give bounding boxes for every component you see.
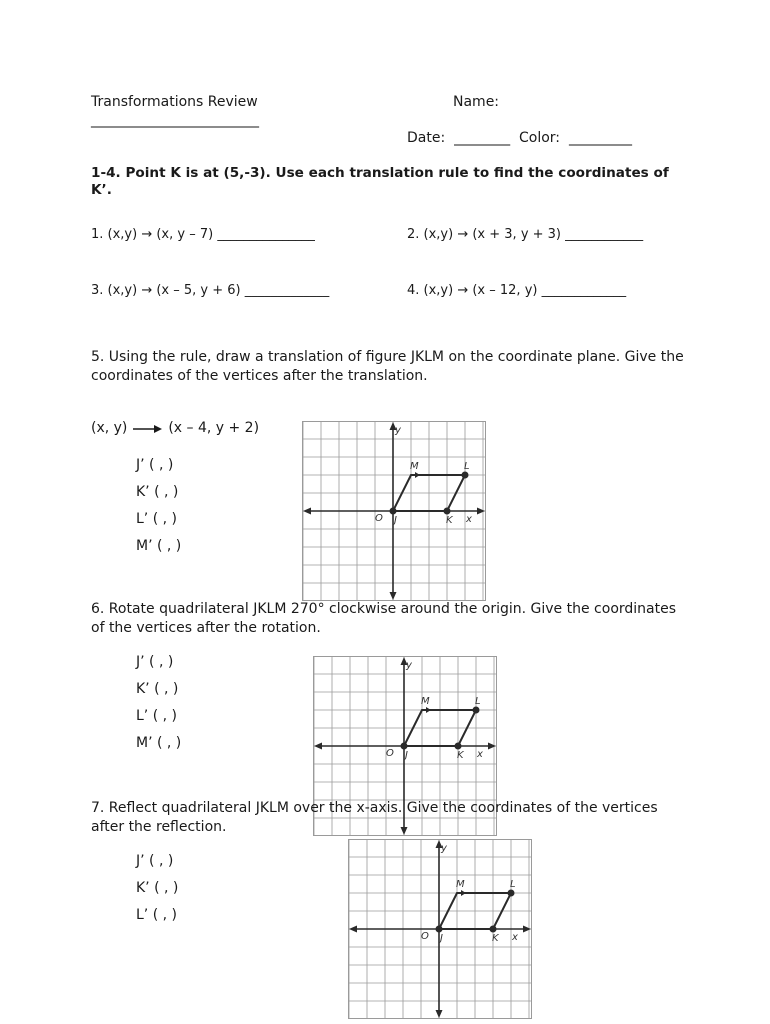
section1-heading: 1-4. Point K is at (5,-3). Use each translation rule to find the coordinates of K’. bbox=[91, 165, 669, 198]
x-axis-arrow-left bbox=[349, 926, 357, 933]
name-label: Name: bbox=[453, 94, 500, 110]
y-axis-label: y bbox=[441, 843, 447, 854]
vertex-k bbox=[490, 926, 497, 933]
vertex-l-label: L bbox=[475, 696, 481, 707]
x-axis-arrow-left bbox=[303, 508, 311, 515]
segment-arrow-mark bbox=[461, 890, 466, 896]
x-axis-label: x bbox=[477, 749, 483, 760]
q5-rule bbox=[91, 420, 259, 436]
vertex-j-label: J bbox=[440, 933, 443, 944]
vertex-l-label: L bbox=[510, 879, 516, 890]
q5-answer-l: L’ ( , ) bbox=[136, 511, 177, 527]
question-5-text: 5. Using the rule, draw a translation of figure JKLM on the coordinate plane. Give the coordinates of the vertices after the translation. bbox=[91, 349, 684, 384]
y-axis-arrow-down bbox=[390, 592, 397, 600]
color-blank: _________ bbox=[568, 130, 632, 146]
q7-answer-l: L’ ( , ) bbox=[136, 907, 177, 923]
x-axis-arrow-right bbox=[477, 508, 485, 515]
vertex-k-label: K bbox=[492, 933, 499, 944]
question-2: 2. (x,y) → (x + 3, y + 3) ____________ bbox=[407, 227, 644, 242]
x-axis-arrow-left bbox=[314, 743, 322, 750]
origin-label: O bbox=[421, 931, 429, 942]
question-4: 4. (x,y) → (x – 12, y) _____________ bbox=[407, 283, 627, 298]
x-axis-label: x bbox=[466, 514, 472, 525]
question-1: 1. (x,y) → (x, y – 7) _______________ bbox=[91, 227, 315, 242]
q5-answer-m: M’ ( , ) bbox=[136, 538, 182, 554]
date-field bbox=[407, 130, 632, 146]
q7-answer-k: K’ ( , ) bbox=[136, 880, 179, 896]
q7-answer-j: J’ ( , ) bbox=[136, 853, 174, 869]
q5-answer-k: K’ ( , ) bbox=[136, 484, 179, 500]
y-axis-label: y bbox=[395, 425, 401, 436]
segment-arrow-mark bbox=[415, 472, 420, 478]
rule-output: (x – 4, y + 2) bbox=[168, 420, 260, 436]
vertex-m-label: M bbox=[410, 461, 419, 472]
vertex-k-label: K bbox=[457, 750, 464, 761]
vertex-j-label: J bbox=[394, 515, 397, 526]
vertex-j-label: J bbox=[405, 750, 408, 761]
question-3: 3. (x,y) → (x – 5, y + 6) _____________ bbox=[91, 283, 330, 298]
date-label: Date: bbox=[407, 130, 446, 146]
vertex-k-label: K bbox=[446, 515, 453, 526]
q5-answer-j: J’ ( , ) bbox=[136, 457, 174, 473]
coordinate-plane-q7 bbox=[348, 839, 532, 1019]
origin-label: O bbox=[386, 748, 394, 759]
vertex-j bbox=[401, 743, 408, 750]
question-6-text: 6. Rotate quadrilateral JKLM 270° clockwise around the origin. Give the coordinates of the vertices after the rotation. bbox=[91, 601, 677, 636]
vertex-m-label: M bbox=[456, 879, 465, 890]
vertex-m-label: M bbox=[421, 696, 430, 707]
title-underline: ________________________ bbox=[91, 112, 259, 128]
q6-answer-k: K’ ( , ) bbox=[136, 681, 179, 697]
vertex-l bbox=[473, 707, 480, 714]
segment-arrow-mark bbox=[426, 707, 431, 713]
vertex-l bbox=[462, 472, 469, 479]
q6-answer-m: M’ ( , ) bbox=[136, 735, 182, 751]
vertex-k bbox=[444, 508, 451, 515]
date-blank: ________ bbox=[454, 130, 511, 146]
vertex-l bbox=[508, 890, 515, 897]
origin-label: O bbox=[375, 513, 383, 524]
coordinate-plane-q5 bbox=[302, 421, 486, 601]
q6-answer-l: L’ ( , ) bbox=[136, 708, 177, 724]
vertex-k bbox=[455, 743, 462, 750]
rule-input: (x, y) bbox=[91, 420, 128, 436]
x-axis-arrow-right bbox=[523, 926, 531, 933]
vertex-j bbox=[390, 508, 397, 515]
vertex-j bbox=[436, 926, 443, 933]
color-label: Color: bbox=[519, 130, 561, 146]
worksheet-title: Transformations Review bbox=[91, 94, 258, 110]
q6-answer-j: J’ ( , ) bbox=[136, 654, 174, 670]
y-axis-label: y bbox=[406, 660, 412, 671]
y-axis-arrow-down bbox=[436, 1010, 443, 1018]
question-7-text: 7. Reflect quadrilateral JKLM over the x-axis. Give the coordinates of the vertices after the reflection. bbox=[91, 800, 658, 835]
vertex-l-label: L bbox=[464, 461, 470, 472]
x-axis-arrow-right bbox=[488, 743, 496, 750]
arrow-right-icon bbox=[132, 422, 164, 434]
x-axis-label: x bbox=[512, 932, 518, 943]
